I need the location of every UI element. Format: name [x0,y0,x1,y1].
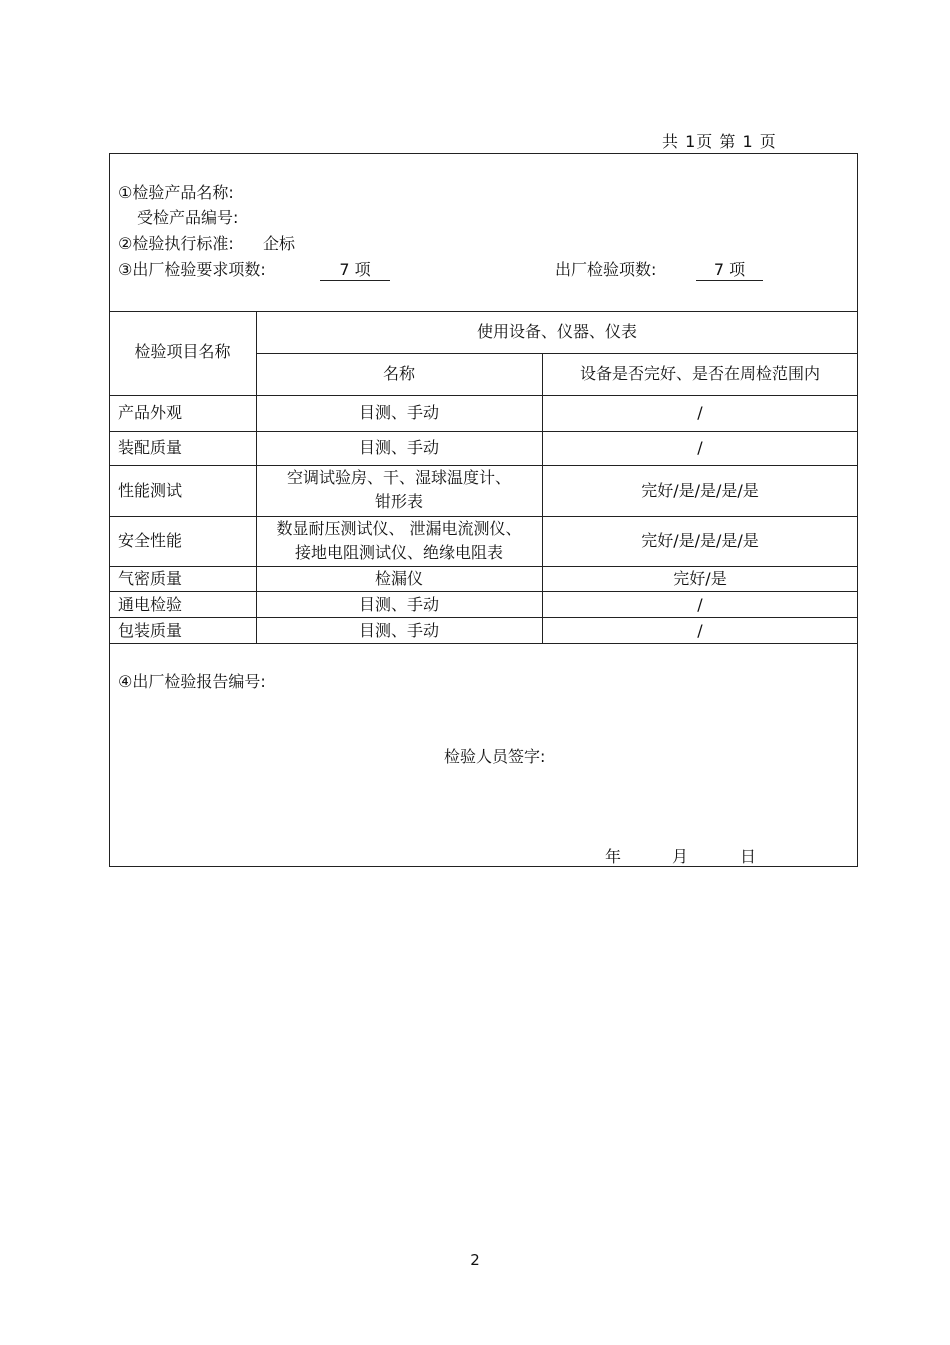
page-number: 2 [470,1251,480,1269]
table-row-item: 产品外观 [118,403,183,422]
table-row-equipment: 目测、手动 [358,438,439,457]
table-row-item: 性能测试 [118,481,183,500]
table-row-equipment: 目测、手动 [358,403,439,422]
required-items-value: 7 项 [320,260,390,281]
report-number-label: ④出厂检验报告编号: [118,672,266,691]
factory-items-value: 7 项 [696,260,763,281]
factory-items-label: 出厂检验项数: [555,260,657,279]
product-number-label: 受检产品编号: [137,208,239,227]
standard-value: 企标 [263,234,296,253]
date-year-label: 年 [605,847,622,866]
row-border [109,566,858,567]
column-header-status: 设备是否完好、是否在周检范围内 [579,364,820,383]
table-row-equipment: 目测、手动 [358,621,439,640]
table-row-equipment-line: 钳形表 [374,492,423,511]
table-bottom-border [109,643,858,644]
table-row-status: / [697,621,703,640]
table-top-border [109,311,858,312]
table-row-item: 气密质量 [118,569,183,588]
table-row-status: 完好/是/是/是/是 [641,531,759,550]
table-row-equipment-line: 空调试验房、干、湿球温度计、 [286,468,511,487]
product-name-label: ①检验产品名称: [118,183,234,202]
table-row-status: / [697,438,703,457]
table-row-equipment-line: 数显耐压测试仪、 泄漏电流测仪、 [276,519,522,538]
row-border [109,395,858,396]
page-info: 共 1页 第 1 页 [662,132,777,151]
column-header-equipment: 使用设备、仪器、仪表 [476,322,637,341]
date-day-label: 日 [740,847,757,866]
table-row-item: 安全性能 [118,531,183,550]
row-border [109,465,858,466]
table-row-item: 通电检验 [118,595,183,614]
table-row-status: 完好/是/是/是/是 [641,481,759,500]
table-row-status: / [697,595,703,614]
standard-label: ②检验执行标准: [118,234,234,253]
required-items-label: ③出厂检验要求项数: [118,260,266,279]
row-border [109,591,858,592]
table-row-item: 装配质量 [118,438,183,457]
column-header-name: 名称 [382,364,415,383]
table-row-equipment: 检漏仪 [374,569,423,588]
inspector-signature-label: 检验人员签字: [444,747,546,766]
date-month-label: 月 [672,847,689,866]
table-row-status: / [697,403,703,422]
row-border [109,617,858,618]
table-row-equipment: 目测、手动 [358,595,439,614]
row-border [109,516,858,517]
table-row-status: 完好/是 [673,569,727,588]
table-row-item: 包装质量 [118,621,183,640]
table-row-equipment-line: 接地电阻测试仪、绝缘电阻表 [294,543,503,562]
subheader-border [256,353,858,354]
row-border [109,431,858,432]
column-header-item-name: 检验项目名称 [134,342,231,361]
